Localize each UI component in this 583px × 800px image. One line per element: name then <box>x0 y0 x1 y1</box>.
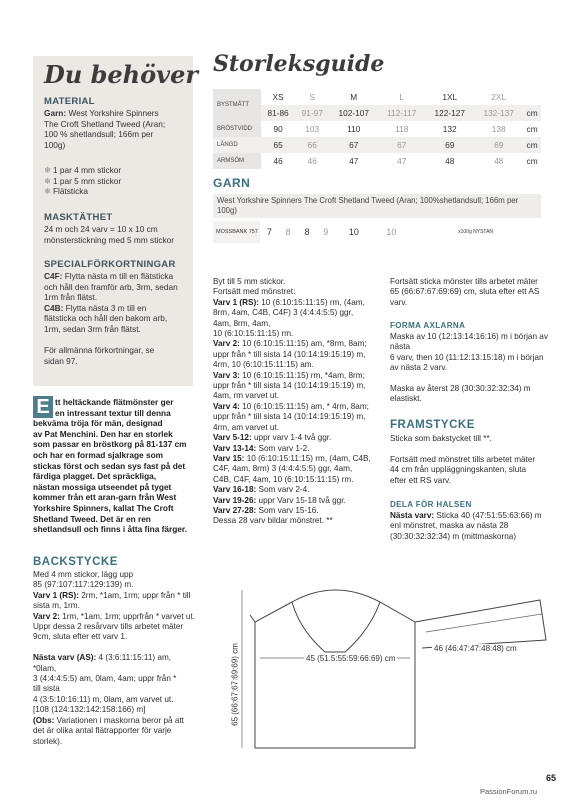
instruction-line <box>33 643 198 653</box>
material-text <box>44 108 194 150</box>
size-cell: cm <box>523 105 541 121</box>
instruction-line: 65 (66:67:67:69:69) cm, sluta efter ett AS <box>390 287 540 297</box>
intro-text <box>33 397 193 535</box>
material-line: Garn: West Yorkshire Spinners <box>44 108 159 118</box>
instruction-line: Varv 15: 10 (6:10:15:11:15) rm, (4am, C4B, <box>213 453 371 463</box>
intro-line: Yorkshire Spinners, kallat The Croft <box>33 502 174 513</box>
back-piece-instructions <box>33 570 198 747</box>
instruction-line: Nästa varv (AS): 4 (3:6:11:15:11) am, <box>33 653 172 663</box>
tools-list <box>44 165 194 197</box>
abbreviation-line <box>44 335 194 346</box>
instruction-line: Varv 27-28: Som varv 15-16. <box>213 505 319 515</box>
instruction-line: *0lam, <box>33 663 57 673</box>
instruction-line: 44 cm från uppläggningskanten, sluta <box>390 465 527 475</box>
instruction-line: uppr från * till sista 14 (10:14:19:15:19) m, <box>213 381 366 391</box>
size-cell: 47 <box>349 156 359 166</box>
yarn-description: West Yorkshire Spinners The Croft Shetland Tweed (Aran; 100%shetlandsull; 166m per 100g) <box>213 194 541 218</box>
neck-heading: DELA FÖR HALSEN <box>390 500 472 509</box>
material-line: The Croft Shetland Tweed (Aran; <box>44 118 166 129</box>
instruction-line: Nästa varv: Sticka 40 (47:51:55:63:66) m <box>390 511 542 520</box>
size-cell: 47 <box>397 156 407 166</box>
abbreviation-line: C4F: Flytta nästa m till en flätsticka <box>44 271 174 281</box>
instruction-line: Varv 4: 10 (6:10:15:11:15) am, * 4rm, 8am; <box>213 401 369 411</box>
shoulder-instructions <box>390 332 550 405</box>
size-row-label: LÄNGD <box>213 137 261 153</box>
material-line: 100 % shetlandsull; 166m per <box>44 129 154 140</box>
abbreviation-line: 1rm, sedan 3rm från flätst. <box>44 323 141 334</box>
instruction-line: Varv 2: 10 (6:10:15:11:15) am, *8rm, 8am; <box>213 339 367 349</box>
instruction-line: 4 (3:5:10:16:11) m, 0lam, am varvet ut. <box>33 694 174 704</box>
intro-line: shetlandsull och finns i åtta fina färger. <box>33 524 187 535</box>
instruction-line: elastiskt. <box>390 394 422 404</box>
instruction-line: 4rm, am varvet ut. <box>213 422 279 432</box>
abbreviation-line: 1rm från flätst. <box>44 292 98 303</box>
size-cell: 48 <box>494 156 504 166</box>
intro-line: en intressant textur till denna <box>55 407 171 418</box>
instruction-line <box>390 444 550 454</box>
snowflake-icon: ❄ <box>44 175 51 186</box>
intro-line: Shetland Tweed. Det är en ren <box>33 513 151 524</box>
gauge-line: mönsterstickning med 5 mm stickor <box>44 234 175 245</box>
intro-line: kommer från ett aran-garn från West <box>33 492 177 503</box>
tool-item: ❄ 1 par 4 mm stickor <box>44 165 122 175</box>
yarn-heading: GARN <box>213 176 251 190</box>
size-guide-table <box>213 89 541 169</box>
snowflake-icon: ❄ <box>44 165 51 175</box>
material-heading: MATERIAL <box>44 96 95 107</box>
size-cell: cm <box>526 124 538 134</box>
instruction-line: till sista <box>33 684 60 694</box>
yarn-qty: 8 <box>304 227 310 237</box>
body-length-label: 65 (66:67:67:69:69) cm <box>230 643 240 726</box>
sleeve-length-label: 46 (46:47:47:48:48) cm <box>434 644 517 653</box>
chest-width-label: 45 (51.5:55:59:66:69) cm <box>306 654 396 663</box>
instruction-line: sista m, 1rm. <box>33 601 80 611</box>
size-cell: cm <box>523 137 541 153</box>
gauge-line: 24 m och 24 varv = 10 x 10 cm <box>44 224 158 234</box>
size-cell: cm <box>526 156 538 166</box>
size-cell: 67 <box>378 137 425 153</box>
yarn-qty: 10 <box>348 227 359 237</box>
size-cell: 112-117 <box>378 105 425 121</box>
instruction-line: Fortsätt sticka mönster tills arbetet mäter <box>390 277 538 286</box>
instruction-line: varv. <box>390 297 408 307</box>
instruction-line: C4F, 4am, 8rm) 3 (4:4:4:5:5) ggr, 4am, <box>213 464 353 474</box>
instruction-line: Varv 1 (RS): 10 (6:10:15:11:15) rm, (4am, <box>213 297 365 307</box>
instruction-line: 8rm, 4am, C4B, C4F) 3 (4:4:4:5:5) ggr, <box>213 308 354 318</box>
instruction-line: nästa <box>390 342 411 352</box>
size-cell <box>523 89 541 105</box>
abbreviation-line: C4B: Flytta nästa 3 m till en <box>44 302 147 313</box>
size-cell: 67 <box>329 137 378 153</box>
gauge-heading: MASKTÄTHET <box>44 212 113 223</box>
size-cell: S <box>309 92 315 102</box>
front-piece-heading: FRAMSTYCKE <box>390 419 475 431</box>
drop-cap: E <box>33 396 53 418</box>
size-cell: 132-137 <box>474 105 523 121</box>
instruction-line: av nästa 2 varv. <box>390 363 448 373</box>
size-cell: 48 <box>445 156 455 166</box>
size-cell: 46 <box>307 156 317 166</box>
instruction-line: 10 (6:10:15:11:15) rm. <box>213 329 294 339</box>
size-cell: 69 <box>474 137 523 153</box>
yarn-quantity-table <box>213 221 541 243</box>
instruction-line: storlek). <box>33 736 63 746</box>
shoulder-heading: FORMA AXLARNA <box>390 321 466 330</box>
size-cell: XS <box>272 92 284 102</box>
size-cell: 122-127 <box>425 105 474 121</box>
instruction-line: 4rm, 10 (6:10:15:11:15) am. <box>213 360 314 370</box>
instruction-line: 3 (4:4:4:5:5) am, 0lam, 4am; uppr från * <box>33 674 177 684</box>
size-cell: 2XL <box>491 92 507 102</box>
watermark: PassionForum.ru <box>480 787 538 796</box>
instruction-line: efter ett RS varv. <box>390 475 451 485</box>
material-line: 100g) <box>44 139 66 150</box>
instruction-line: Med 4 mm stickor, lägg upp <box>33 570 134 579</box>
tool-item: ❄ Flätsticka <box>44 186 88 196</box>
yarn-color-label: MOSSBANK 757 <box>213 221 260 243</box>
instruction-line: uppr från * till sista 14 (10:14:19:15:19) m, <box>213 349 366 359</box>
instruction-line: Sticka som bakstycket till **. <box>390 434 492 443</box>
size-cell: 1XL <box>442 92 458 102</box>
neck-instructions <box>390 511 555 542</box>
size-cell: 110 <box>347 124 361 134</box>
instruction-line: (Obs: Variationen i maskorna beror på att <box>33 715 184 725</box>
instruction-line: Dessa 28 varv bildar mönstret. ** <box>213 516 333 526</box>
yarn-qty: 10 <box>386 227 397 237</box>
size-guide-title: Storleksguide <box>213 51 385 77</box>
yarn-unit: x100g NYSTAN <box>458 229 494 235</box>
size-cell: 90 <box>273 124 283 134</box>
instruction-line: Varv 16-18: Som varv 2-4. <box>213 485 310 495</box>
size-cell: M <box>350 92 358 102</box>
instruction-line: enl mönstret, maska av nästa 28 <box>390 521 509 531</box>
size-cell: 65 <box>261 137 295 153</box>
size-row-label: BRÖSTVIDD <box>213 121 261 137</box>
intro-line: stickas först och sedan sys fast på det <box>33 460 186 471</box>
size-cell: 138 <box>491 124 506 134</box>
size-cell: 81-86 <box>261 105 295 121</box>
instruction-line: det är olika antal flätrapporter för varje <box>33 726 172 736</box>
materials-title: Du behöver <box>44 60 198 89</box>
instruction-line: Varv 19-26: uppr Varv 15-18 två ggr. <box>213 495 346 505</box>
intro-line: färdiga plagget. Det spräckliga, <box>33 471 157 482</box>
instruction-line: 6 varv, then 10 (11:12:13:15:18) m i början <box>390 352 544 362</box>
abbreviations-text <box>44 271 194 366</box>
abbreviation-line: och håll den framför arb, 3rm, sedan <box>44 281 178 292</box>
front-piece-instructions <box>390 434 550 486</box>
yarn-qty: 9 <box>323 227 329 237</box>
instruction-line: Byt till 5 mm stickor. <box>213 277 286 286</box>
instruction-line: Varv 13-14: Som varv 1-2. <box>213 443 310 453</box>
size-cell: 69 <box>425 137 474 153</box>
instruction-line: [108 (124:132:142:158:166) m] <box>33 705 146 715</box>
size-cell: 132 <box>442 124 457 134</box>
abbreviations-heading: SPECIALFÖRKORTNINGAR <box>44 259 176 270</box>
size-cell: L <box>399 92 405 102</box>
instruction-line: 85 (97:107:117:129:139) m. <box>33 580 134 590</box>
size-cell: 118 <box>395 124 409 134</box>
intro-line: nästan mossiga utseendet på tyget <box>33 481 172 492</box>
back-piece-heading: BACKSTYCKE <box>33 556 118 568</box>
size-cell: 102-107 <box>329 105 378 121</box>
abbreviation-line: sidan 97. <box>44 355 78 366</box>
size-cell: 46 <box>273 156 283 166</box>
size-cell: 91-97 <box>295 105 329 121</box>
page-number: 65 <box>546 773 557 783</box>
instruction-line: Fortsätt med mönstret tills arbetet mäter <box>390 454 536 464</box>
instruction-line: uppr från * till sista 14 (10:14:19:15:19) m, <box>213 412 366 422</box>
intro-line: som passar en bröstkorg på 81-137 cm <box>33 439 187 450</box>
instruction-line: C4B, C4F, 4am, 10 (6:10:15:11:15) rm. <box>213 474 354 484</box>
size-row-label: BYSTMÅTT <box>213 89 261 121</box>
intro-line: av Pat Menchini. Den har en storlek <box>33 428 173 439</box>
abbreviation-line: För allmänna förkortningar, se <box>44 345 155 356</box>
instruction-line: Varv 1 (RS): 2rm, *1am, 1rm; uppr från * till <box>33 590 191 600</box>
size-cell: 66 <box>295 137 329 153</box>
instruction-line: Varv 2: 1rm, *1am, 1rm; upprfrån * varvet ut. <box>33 611 196 621</box>
abbreviation-line: flätsticka och håll den bakom arb, <box>44 313 168 324</box>
instruction-line: Uppr dessa 2 resårvarv tills arbetet mäter <box>33 622 184 632</box>
instruction-line: 9cm, sluta efter ett varv 1. <box>33 632 128 642</box>
instruction-line: Varv 5-12: uppr varv 1-4 två ggr. <box>213 433 332 443</box>
yarn-qty: 7 <box>266 227 272 237</box>
size-cell: 103 <box>305 124 320 134</box>
instruction-line: (30:30:32:32:34) m (mittmaskorna) <box>390 531 517 541</box>
intro-line: bekväma tröja för män, designad <box>33 418 163 429</box>
intro-line: tt heltäckande flätmönster ger <box>55 397 174 407</box>
instruction-line <box>390 374 550 384</box>
instruction-line: Maska av återst 28 (30:30:32:32:34) m <box>390 384 531 394</box>
instruction-line: 4am, rm varvet ut. <box>213 391 279 401</box>
snowflake-icon: ❄ <box>44 186 51 196</box>
instruction-line: Fortsätt med mönstret: <box>213 287 296 297</box>
gauge-text <box>44 224 194 245</box>
instruction-line: Varv 3: 10 (6:10:15:11:15) rm, *4am, 8rm; <box>213 370 365 380</box>
continue-text <box>390 277 550 308</box>
instruction-line: 4am, 8rm, 4am, <box>213 318 271 328</box>
tool-item: ❄ 1 par 5 mm stickor <box>44 175 122 186</box>
pattern-instructions <box>213 277 385 527</box>
instruction-line: Maska av 10 (12:13:14:16:16) m i början av <box>390 332 548 341</box>
size-row-label: ARMSÖM <box>213 153 261 169</box>
yarn-qty: 8 <box>285 227 291 237</box>
intro-line: och har en formad sjalkrage som <box>33 449 164 460</box>
